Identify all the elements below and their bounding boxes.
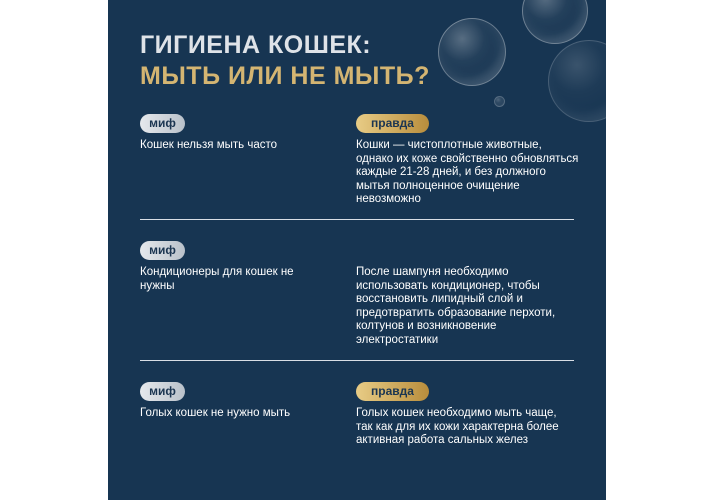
row-divider [140,360,574,361]
bubble-decoration-edge [548,40,606,122]
truth-badge: правда [356,382,429,401]
myth-badge: миф [140,241,185,260]
truth-badge: правда [356,114,429,133]
truth-text: Кошки — чистоплотные животные, однако их коже свойственно обновляться каждые 21-28 дней, и без должного мытья полноценное очищение невозможно [356,139,579,205]
infographic-card [108,0,606,500]
title-line-1: ГИГИЕНА КОШЕК: [140,31,372,59]
truth-text: Голых кошек необходимо мыть чаще, так как для их кожи характерна более активная работа сальных желез [356,407,559,446]
bubble-decoration-large [438,18,506,86]
title-line-2: МЫТЬ ИЛИ НЕ МЫТЬ? [140,62,430,90]
row-divider [140,219,574,220]
myth-text: Голых кошек не нужно мыть [140,407,291,419]
bubble-decoration-small [494,96,505,107]
page-title [140,30,430,92]
truth-text: После шампуня необходимо использовать кондиционер, чтобы восстановить липидный слой и предотвратить образование перхоти, колтунов и возникновение электростатики [356,266,556,346]
myth-badge: миф [140,382,185,401]
myth-text: Кошек нельзя мыть часто [140,139,278,151]
myth-text: Кондиционеры для кошек не нужны [140,266,294,292]
myth-badge: миф [140,114,185,133]
bubble-decoration-top-right [522,0,588,44]
